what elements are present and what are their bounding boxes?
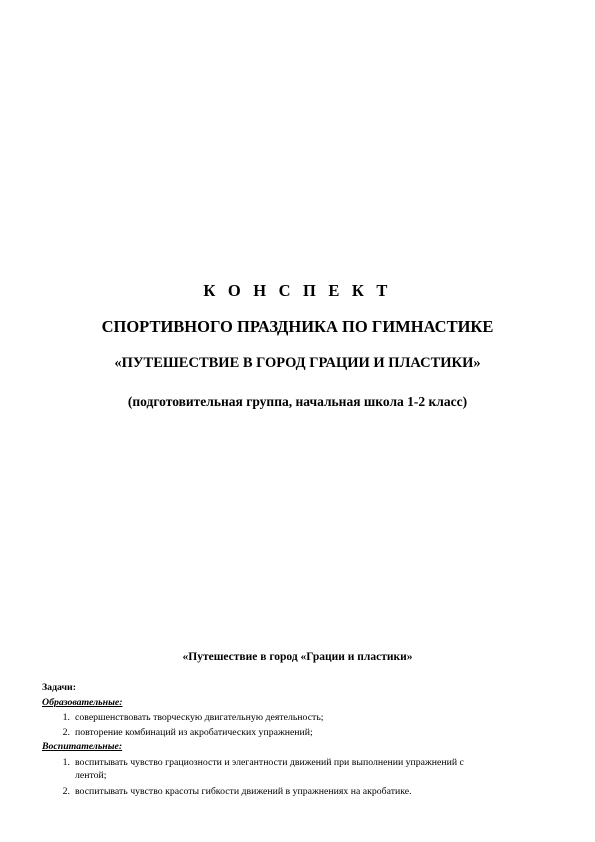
list-item bbox=[58, 727, 538, 739]
tasks-label: Задачи: bbox=[42, 682, 76, 693]
educational-label: Образовательные: bbox=[42, 697, 123, 708]
heading-event-type: СПОРТИВНОГО ПРАЗДНИКА ПО ГИМНАСТИКЕ bbox=[101, 317, 494, 336]
upbringing-label: Воспитательные: bbox=[42, 741, 123, 752]
section-title: «Путешествие в город «Грации и пластики» bbox=[182, 651, 413, 663]
list-item bbox=[58, 786, 558, 798]
list-item-number: 2. bbox=[62, 727, 70, 738]
list-item-text: воспитывать чувство грациозности и элегантности движений при выполнении упражнений с bbox=[75, 757, 464, 768]
heading-audience: (подготовительная группа, начальная школа 1-2 класс) bbox=[127, 394, 468, 409]
list-item-text: повторение комбинаций из акробатических упражнений; bbox=[75, 727, 313, 738]
list-item-text: воспитывать чувство красоты гибкости движений в упражнениях на акробатике. bbox=[75, 786, 412, 797]
list-item bbox=[58, 712, 538, 724]
list-item bbox=[58, 757, 558, 781]
list-item-number: 1. bbox=[62, 757, 70, 768]
heading-event-name: «ПУТЕШЕСТВИЕ В ГОРОД ГРАЦИИ И ПЛАСТИКИ» bbox=[114, 355, 481, 371]
list-item-text-continuation: лентой; bbox=[75, 770, 107, 781]
list-item-text: совершенствовать творческую двигательную деятельность; bbox=[75, 712, 324, 723]
list-item-number: 1. bbox=[62, 712, 70, 723]
list-item-number: 2. bbox=[62, 786, 70, 797]
heading-konspekt: К О Н С П Е К Т bbox=[203, 281, 392, 300]
